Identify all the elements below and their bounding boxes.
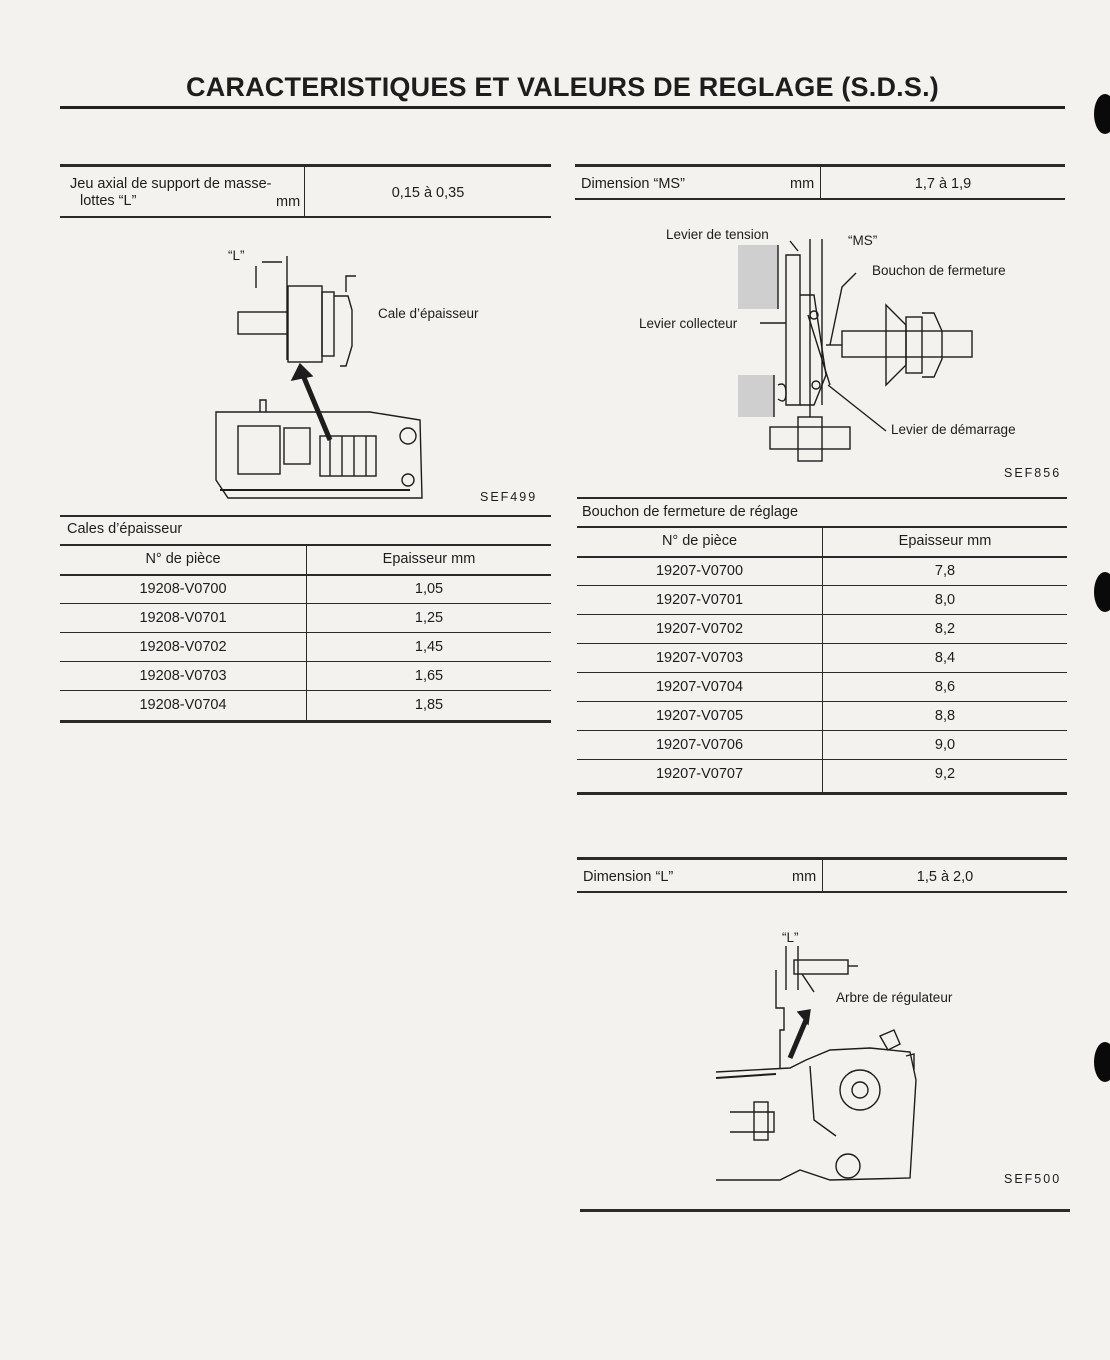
shim-thickness: 1,05	[414, 581, 444, 597]
plug-thickness: 8,6	[934, 679, 956, 695]
plug-part: 19207-V0703	[655, 650, 744, 666]
rule	[577, 497, 1067, 499]
label-bouchon: Bouchon de fermeture	[872, 263, 1006, 278]
governor-shaft-illustration	[710, 940, 960, 1185]
rule	[60, 720, 551, 723]
binder-hole	[1094, 572, 1110, 612]
plug-thickness: 8,2	[934, 621, 956, 637]
plug-thickness: 8,8	[934, 708, 956, 724]
col-header-part: N° de pièce	[145, 551, 221, 567]
spec-value: 0,15 à 0,35	[391, 185, 465, 201]
binder-hole	[1094, 94, 1110, 134]
col-header-thickness: Epaisseur mm	[382, 551, 476, 567]
dim-label-l: “L”	[228, 248, 245, 263]
rule	[60, 164, 551, 167]
plug-thickness: 7,8	[934, 563, 956, 579]
rule	[577, 891, 1067, 893]
bottom-rule	[580, 1209, 1070, 1212]
rule	[575, 198, 1065, 200]
col-header-part: N° de pièce	[661, 533, 738, 549]
spec-l-label: Dimension “L”	[583, 869, 674, 885]
plug-part: 19207-V0707	[655, 766, 744, 782]
figure-ref: SEF500	[1004, 1172, 1062, 1186]
plug-thickness: 9,2	[934, 766, 956, 782]
col-header-thickness: Epaisseur mm	[898, 533, 992, 549]
title-rule	[60, 106, 1065, 109]
spec-label-line1: Jeu axial de support de masse-	[70, 176, 272, 192]
plug-part: 19207-V0701	[655, 592, 744, 608]
spec-ms-label: Dimension “MS”	[581, 176, 685, 192]
plug-part: 19207-V0700	[655, 563, 744, 579]
spec-unit: mm	[276, 194, 301, 210]
label-levier-collecteur: Levier collecteur	[639, 316, 738, 331]
shim-thickness: 1,45	[414, 639, 444, 655]
shim-part: 19208-V0701	[139, 610, 227, 626]
shim-part: 19208-V0702	[139, 639, 227, 655]
spec-ms-value: 1,7 à 1,9	[914, 176, 972, 192]
label-levier-tension: Levier de tension	[666, 227, 769, 242]
label-levier-demarrage: Levier de démarrage	[891, 422, 1016, 437]
page-title: CARACTERISTIQUES ET VALEURS DE REGLAGE (S.D.S.)	[186, 72, 939, 102]
plug-part: 19207-V0706	[655, 737, 744, 753]
rule	[577, 792, 1067, 795]
shim-thickness: 1,85	[414, 697, 444, 713]
figure-ref: SEF856	[1004, 466, 1062, 480]
plug-part: 19207-V0705	[655, 708, 744, 724]
rule	[60, 216, 551, 218]
label-ms: “MS”	[848, 233, 878, 248]
spec-l-value: 1,5 à 2,0	[916, 869, 974, 885]
plug-thickness: 8,4	[934, 650, 956, 666]
plug-thickness: 8,0	[934, 592, 956, 608]
callout-cale: Cale d’épaisseur	[378, 306, 479, 321]
shim-part: 19208-V0703	[139, 668, 227, 684]
spec-l-unit: mm	[792, 869, 817, 885]
plug-part: 19207-V0704	[655, 679, 744, 695]
figure-ref: SEF499	[480, 490, 538, 504]
shims-title: Cales d’épaisseur	[67, 521, 183, 537]
rule	[60, 515, 551, 517]
plug-thickness: 9,0	[934, 737, 956, 753]
plugs-title: Bouchon de fermeture de réglage	[582, 504, 799, 520]
shim-thickness: 1,65	[414, 668, 444, 684]
binder-hole	[1094, 1042, 1110, 1082]
shim-part: 19208-V0700	[139, 581, 227, 597]
spec-ms-unit: mm	[790, 176, 815, 192]
plug-part: 19207-V0702	[655, 621, 744, 637]
callout-arbre: Arbre de régulateur	[836, 990, 953, 1005]
spec-label-line2: lottes “L”	[80, 193, 137, 209]
shim-thickness: 1,25	[414, 610, 444, 626]
governor-shim-illustration	[200, 240, 440, 505]
dim-label-l: “L”	[782, 930, 799, 945]
shim-part: 19208-V0704	[139, 697, 227, 713]
